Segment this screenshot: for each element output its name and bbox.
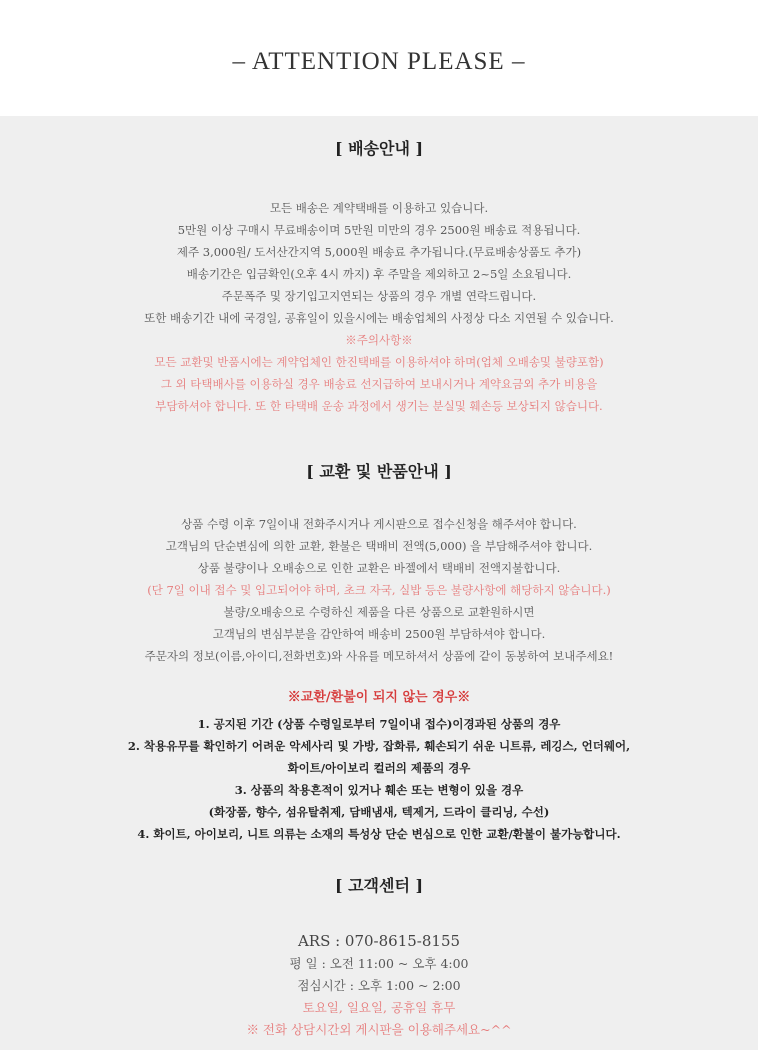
shipping-line: 제주 3,000원/ 도서산간지역 5,000원 배송료 추가됩니다.(무료배송상품도 추가)	[176, 245, 582, 259]
shipping-section	[0, 116, 758, 417]
board-notice: ※ 전화 상담시간외 게시판을 이용해주세요~^^	[246, 1022, 512, 1037]
shipping-title: [ 배송안내 ]	[334, 139, 424, 158]
customer-center-section	[0, 845, 758, 1041]
exchange-line: 고객님의 단순변심에 의한 교환, 환불은 택배비 전액(5,000) 을 부담해주셔야 합니다.	[165, 539, 593, 553]
no-return-rule: 2. 착용유무를 확인하기 어려운 악세사리 및 가방, 잡화류, 훼손되기 쉬운 니트류, 레깅스, 언더웨어,	[127, 739, 631, 753]
shipping-line: 또한 배송기간 내에 국경일, 공휴일이 있을시에는 배송업체의 사정상 다소 지연될 수 있습니다.	[144, 311, 614, 325]
ars-number: ARS : 070-8615-8155	[297, 932, 461, 950]
weekday-hours: 평 일 : 오전 11:00 ~ 오후 4:00	[289, 956, 469, 971]
exchange-line: 주문자의 정보(이름,아이디,전화번호)와 사유를 메모하셔서 상품에 같이 동봉하여 보내주세요!	[144, 649, 614, 663]
shipping-line: 모든 배송은 계약택배를 이용하고 있습니다.	[269, 201, 489, 215]
page-header	[0, 0, 758, 116]
exchange-line: 상품 수령 이후 7일이내 전화주시거나 게시판으로 접수신청을 해주셔야 합니다.	[181, 517, 577, 531]
exchange-line: 고객님의 변심부분을 감안하여 배송비 2500원 부담하셔야 합니다.	[212, 627, 546, 641]
no-return-rule: 3. 상품의 착용흔적이 있거나 훼손 또는 변형이 있을 경우	[234, 783, 524, 797]
shipping-line: 주문폭주 및 장기입고지연되는 상품의 경우 개별 연락드립니다.	[221, 289, 537, 303]
notice-heading: ※주의사항※	[345, 333, 413, 347]
no-return-rule: (화장품, 향수, 섬유탈취제, 담배냄새, 텍제거, 드라이 클리닝, 수선)	[208, 805, 550, 819]
no-return-heading: ※교환/환불이 되지 않는 경우※	[287, 690, 471, 705]
lunch-hours: 점심시간 : 오후 1:00 ~ 2:00	[297, 978, 461, 993]
exchange-section	[0, 417, 758, 845]
exchange-line: 상품 불량이나 오배송으로 인한 교환은 바젤에서 택배비 전액지불합니다.	[197, 561, 561, 575]
exchange-warning: (단 7일 이내 접수 및 입고되어야 하며, 초크 자국, 실밥 등은 불량사항에 해당하지 않습니다.)	[147, 583, 611, 597]
no-return-rule: 4. 화이트, 아이보리, 니트 의류는 소재의 특성상 단순 변심으로 인한 교환/환불이 불가능합니다.	[137, 827, 621, 841]
notice-line: 부담하셔야 합니다. 또 한 타택배 운송 과정에서 생기는 분실및 훼손등 보상되지 않습니다.	[155, 399, 603, 413]
notice-content	[0, 116, 758, 1041]
notice-line: 모든 교환및 반품시에는 계약업체인 한진택배를 이용하셔야 하며(업체 오배송및 불량포함)	[154, 355, 604, 369]
customer-center-title: [ 고객센터 ]	[334, 876, 424, 895]
no-return-rule: 1. 공지된 기간 (상품 수령일로부터 7일이내 접수)이경과된 상품의 경우	[197, 717, 561, 731]
shipping-line: 5만원 이상 구매시 무료배송이며 5만원 미만의 경우 2500원 배송료 적용됩니다.	[177, 223, 581, 237]
holiday-notice: 토요일, 일요일, 공휴일 휴무	[302, 1000, 456, 1015]
exchange-title: [ 교환 및 반품안내 ]	[306, 462, 452, 481]
no-return-rule: 화이트/아이보리 컬러의 제품의 경우	[287, 761, 471, 775]
exchange-line: 불량/오배송으로 수령하신 제품을 다른 상품으로 교환원하시면	[223, 605, 535, 619]
notice-line: 그 외 타택배사를 이용하실 경우 배송료 선지급하여 보내시거나 계약요금외 추가 비용을	[160, 377, 598, 391]
page-title: – ATTENTION PLEASE –	[232, 48, 526, 75]
shipping-line: 배송기간은 입금확인(오후 4시 까지) 후 주말을 제외하고 2~5일 소요됩니다.	[186, 267, 572, 281]
